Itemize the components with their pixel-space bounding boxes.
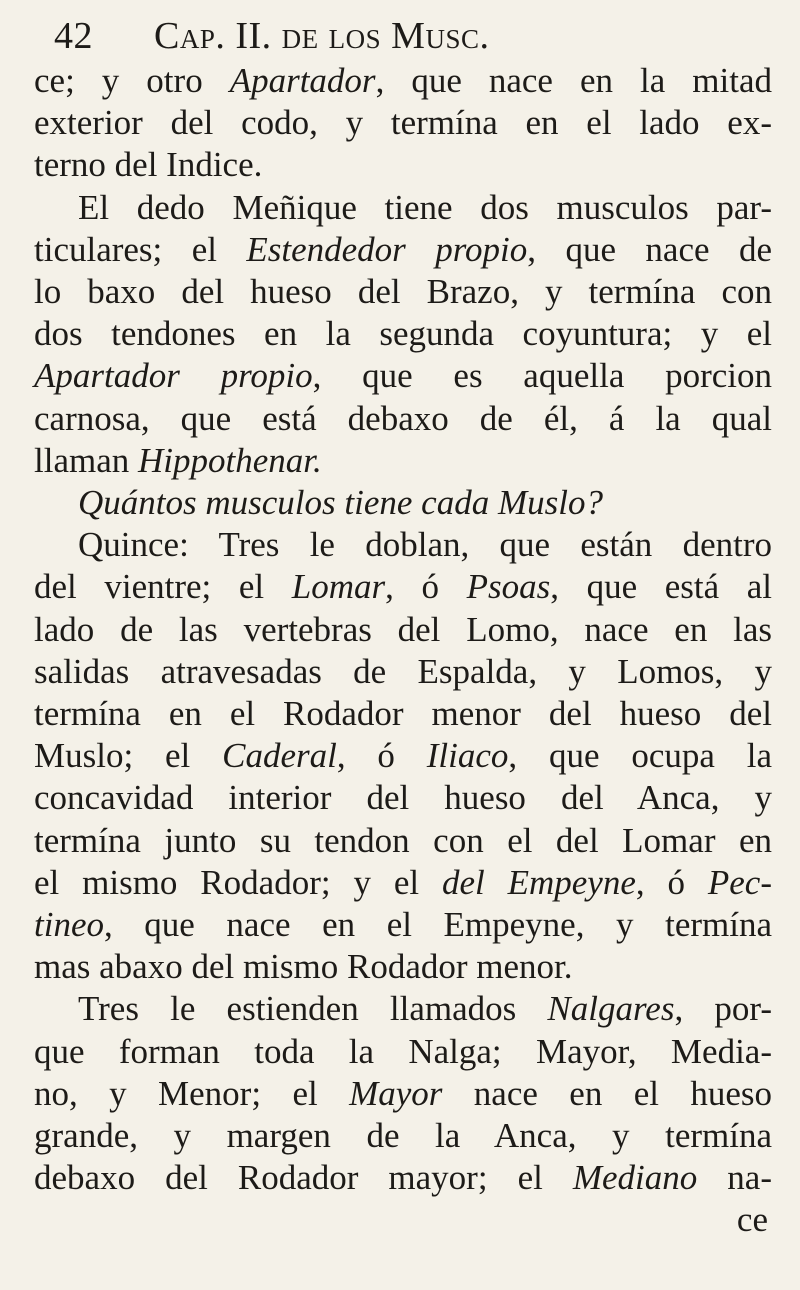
- text-span: Muslo; el: [34, 736, 223, 776]
- chapter-header: Cap. II. de los Musc.: [154, 15, 490, 57]
- text-span: llaman: [34, 440, 138, 480]
- text-span: concavidad interior del hueso del Anca, y: [34, 778, 772, 818]
- text-span: , que ocupa la: [508, 736, 772, 776]
- catchword: ce: [736, 1200, 768, 1240]
- text-span: que forman toda la Nalga; Mayor, Media-: [34, 1031, 772, 1071]
- italic-term: Pec-: [707, 862, 772, 902]
- italic-term: del Empeyne: [441, 862, 636, 902]
- text-line: [34, 398, 772, 440]
- text-span: lo baxo del hueso del Brazo, y termína con: [34, 272, 772, 312]
- text-span: no, y Menor; el: [34, 1073, 350, 1113]
- text-span: , que nace en la mitad: [375, 61, 772, 100]
- text-line: [34, 904, 772, 946]
- text-span: Quince: Tres le doblan, que están dentro: [78, 525, 772, 565]
- text-line: [34, 1031, 772, 1073]
- text-span: salidas atravesadas de Espalda, y Lomos, y: [34, 651, 772, 691]
- italic-term: Caderal: [222, 736, 337, 776]
- text-line: [34, 60, 772, 102]
- text-line: [34, 1157, 772, 1199]
- text-span: grande, y margen de la Anca, y termína: [34, 1116, 772, 1156]
- italic-term: Hippothenar.: [138, 440, 322, 480]
- text-span: debaxo del Rodador mayor; el: [34, 1158, 573, 1198]
- text-span: , ó: [336, 736, 427, 776]
- italic-term: Nalgares: [547, 989, 675, 1029]
- text-span: Tres le estienden llamados: [78, 989, 548, 1029]
- text-line: [34, 313, 772, 355]
- text-line: [34, 187, 772, 229]
- page-number: 42: [54, 15, 93, 57]
- text-span: , por-: [674, 989, 772, 1029]
- text-span: ce; y otro: [34, 61, 230, 100]
- text-line: [34, 820, 772, 862]
- italic-term: Apartador propio: [34, 356, 313, 396]
- text-span: del vientre; el: [34, 567, 292, 607]
- text-line: [34, 946, 772, 988]
- text-line: [34, 355, 772, 397]
- text-span: mas abaxo del mismo Rodador menor.: [34, 947, 573, 987]
- text-span: lado de las vertebras del Lomo, nace en las: [34, 609, 772, 649]
- text-line: [34, 777, 772, 819]
- text-line: [34, 693, 772, 735]
- text-span: el mismo Rodador; y el: [34, 862, 442, 902]
- text-span: , que nace de: [527, 229, 772, 269]
- text-line: [34, 651, 772, 693]
- text-span: exterior del codo, y termína en el lado ex-: [34, 103, 772, 143]
- text-span: , que es aquella porcion: [312, 356, 773, 396]
- text-line: [34, 271, 772, 313]
- text-line: [34, 1073, 772, 1115]
- text-span: carnosa, que está debaxo de él, á la qual: [34, 398, 772, 438]
- text-span: nace en el hueso: [442, 1073, 772, 1113]
- text-line: [34, 1115, 772, 1157]
- text-line: [34, 524, 772, 566]
- italic-term: Apartador: [229, 61, 376, 100]
- body-text: [34, 60, 772, 1242]
- italic-term: Psoas: [466, 567, 551, 607]
- text-span: Quántos musculos tiene cada Muslo?: [78, 483, 603, 523]
- italic-term: Lomar: [291, 567, 386, 607]
- text-span: dos tendones en la segunda coyuntura; y el: [34, 314, 772, 354]
- running-head: [34, 14, 772, 58]
- text-span: , que está al: [550, 567, 772, 607]
- italic-term: Mayor: [349, 1073, 443, 1113]
- text-line: [34, 609, 772, 651]
- text-span: na-: [697, 1158, 772, 1198]
- text-line: [34, 735, 772, 777]
- text-span: , que nace en el Empeyne, y termína: [103, 905, 772, 945]
- text-line: [34, 229, 772, 271]
- text-span: terno del Indice.: [34, 145, 263, 185]
- italic-term: Estendedor propio: [246, 229, 528, 269]
- text-line: [34, 862, 772, 904]
- text-span: termína junto su tendon con el del Lomar en: [34, 820, 772, 860]
- text-line: [34, 144, 772, 186]
- text-line: [34, 102, 772, 144]
- text-span: , ó: [385, 567, 467, 607]
- question-line: [34, 482, 772, 524]
- text-span: ticulares; el: [34, 229, 247, 269]
- italic-term: tineo: [34, 905, 104, 945]
- italic-term: Iliaco: [426, 736, 509, 776]
- text-line: [34, 988, 772, 1030]
- text-line: [34, 566, 772, 608]
- text-span: termína en el Rodador menor del hueso del: [34, 694, 772, 734]
- text-span: El dedo Meñique tiene dos musculos par-: [78, 187, 772, 227]
- text-span: , ó: [635, 862, 708, 902]
- text-line: [34, 440, 772, 482]
- italic-term: Mediano: [572, 1158, 698, 1198]
